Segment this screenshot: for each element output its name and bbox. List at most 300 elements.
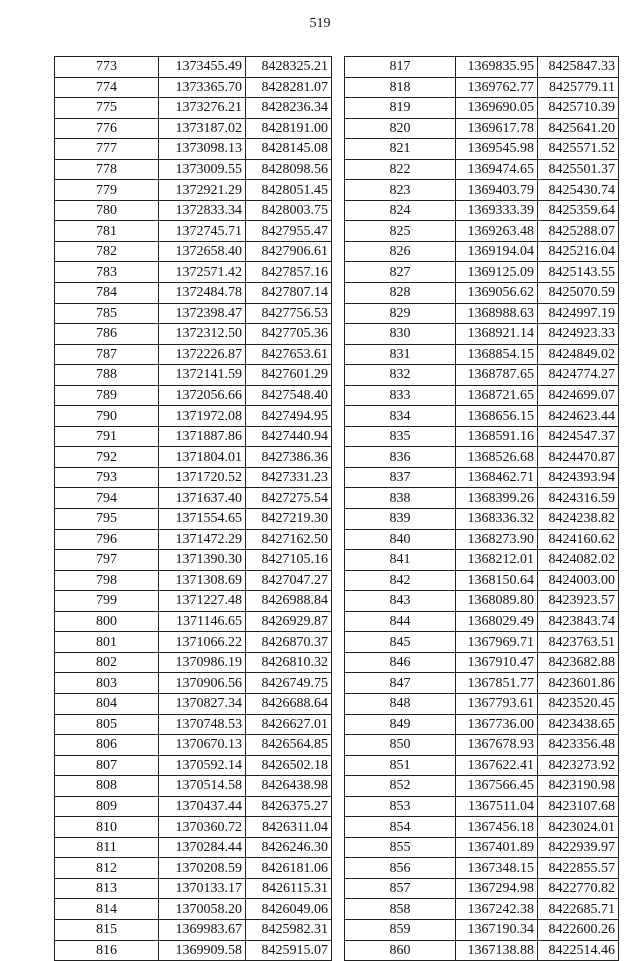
table-row (55, 98, 332, 119)
point-number-cell: 811 (55, 837, 159, 858)
point-number-cell: 802 (55, 652, 159, 673)
point-number-cell: 806 (55, 735, 159, 756)
y-coordinate-cell: 8428281.07 (246, 77, 332, 98)
page-number: 519 (309, 16, 331, 31)
y-coordinate-cell: 8424003.00 (538, 570, 619, 591)
table-row (345, 693, 619, 714)
table-row (55, 467, 332, 488)
y-coordinate-cell: 8428145.08 (246, 139, 332, 160)
x-coordinate-cell: 1368721.65 (456, 385, 538, 406)
point-number-cell: 786 (55, 324, 159, 345)
table-row (55, 837, 332, 858)
table-row (345, 221, 619, 242)
table-row (345, 611, 619, 632)
point-number-cell: 804 (55, 693, 159, 714)
y-coordinate-cell: 8423601.86 (538, 673, 619, 694)
x-coordinate-cell: 1369263.48 (456, 221, 538, 242)
table-row (345, 899, 619, 920)
table-row (345, 550, 619, 571)
x-coordinate-cell: 1368336.32 (456, 509, 538, 530)
x-coordinate-cell: 1371146.65 (159, 611, 246, 632)
x-coordinate-cell: 1372658.40 (159, 241, 246, 262)
y-coordinate-cell: 8423763.51 (538, 632, 619, 653)
table-row (345, 139, 619, 160)
x-coordinate-cell: 1370906.56 (159, 673, 246, 694)
table-row (55, 735, 332, 756)
table-body (345, 57, 619, 961)
x-coordinate-cell: 1367138.88 (456, 940, 538, 961)
point-number-cell: 847 (345, 673, 456, 694)
point-number-cell: 822 (345, 159, 456, 180)
x-coordinate-cell: 1373009.55 (159, 159, 246, 180)
table-row (55, 200, 332, 221)
table-row (345, 241, 619, 262)
point-number-cell: 774 (55, 77, 159, 98)
x-coordinate-cell: 1371972.08 (159, 406, 246, 427)
y-coordinate-cell: 8425359.64 (538, 200, 619, 221)
y-coordinate-cell: 8424316.59 (538, 488, 619, 509)
y-coordinate-cell: 8426311.04 (246, 817, 332, 838)
point-number-cell: 856 (345, 858, 456, 879)
x-coordinate-cell: 1370133.17 (159, 878, 246, 899)
x-coordinate-cell: 1367910.47 (456, 652, 538, 673)
y-coordinate-cell: 8426246.30 (246, 837, 332, 858)
table-row (55, 283, 332, 304)
y-coordinate-cell: 8427807.14 (246, 283, 332, 304)
point-number-cell: 790 (55, 406, 159, 427)
y-coordinate-cell: 8425641.20 (538, 118, 619, 139)
x-coordinate-cell: 1373187.02 (159, 118, 246, 139)
table-row (345, 447, 619, 468)
y-coordinate-cell: 8425501.37 (538, 159, 619, 180)
y-coordinate-cell: 8423520.45 (538, 693, 619, 714)
point-number-cell: 830 (345, 324, 456, 345)
y-coordinate-cell: 8422514.46 (538, 940, 619, 961)
y-coordinate-cell: 8422600.26 (538, 919, 619, 940)
y-coordinate-cell: 8426049.06 (246, 899, 332, 920)
point-number-cell: 831 (345, 344, 456, 365)
x-coordinate-cell: 1368988.63 (456, 303, 538, 324)
y-coordinate-cell: 8423273.92 (538, 755, 619, 776)
y-coordinate-cell: 8428191.00 (246, 118, 332, 139)
x-coordinate-cell: 1373098.13 (159, 139, 246, 160)
table-row (345, 878, 619, 899)
x-coordinate-cell: 1372745.71 (159, 221, 246, 242)
x-coordinate-cell: 1368029.49 (456, 611, 538, 632)
x-coordinate-cell: 1368591.16 (456, 426, 538, 447)
table-row (55, 118, 332, 139)
x-coordinate-cell: 1371472.29 (159, 529, 246, 550)
x-coordinate-cell: 1367401.89 (456, 837, 538, 858)
table-body (55, 57, 332, 961)
y-coordinate-cell: 8423923.57 (538, 591, 619, 612)
x-coordinate-cell: 1372312.50 (159, 324, 246, 345)
y-coordinate-cell: 8426627.01 (246, 714, 332, 735)
table-row (55, 796, 332, 817)
table-row (55, 529, 332, 550)
y-coordinate-cell: 8424997.19 (538, 303, 619, 324)
table-row (55, 611, 332, 632)
table-row (345, 262, 619, 283)
table-row (55, 57, 332, 78)
x-coordinate-cell: 1370208.59 (159, 858, 246, 879)
y-coordinate-cell: 8422770.82 (538, 878, 619, 899)
y-coordinate-cell: 8427601.29 (246, 365, 332, 386)
x-coordinate-cell: 1368399.26 (456, 488, 538, 509)
table-row (55, 509, 332, 530)
y-coordinate-cell: 8428003.75 (246, 200, 332, 221)
point-number-cell: 779 (55, 180, 159, 201)
x-coordinate-cell: 1367511.04 (456, 796, 538, 817)
table-row (55, 303, 332, 324)
table-row (345, 467, 619, 488)
point-number-cell: 796 (55, 529, 159, 550)
table-row (345, 159, 619, 180)
point-number-cell: 785 (55, 303, 159, 324)
y-coordinate-cell: 8426438.98 (246, 776, 332, 797)
x-coordinate-cell: 1371887.86 (159, 426, 246, 447)
table-row (345, 652, 619, 673)
x-coordinate-cell: 1368462.71 (456, 467, 538, 488)
table-row (55, 693, 332, 714)
y-coordinate-cell: 8428098.56 (246, 159, 332, 180)
x-coordinate-cell: 1367678.93 (456, 735, 538, 756)
x-coordinate-cell: 1369690.05 (456, 98, 538, 119)
point-number-cell: 776 (55, 118, 159, 139)
x-coordinate-cell: 1370284.44 (159, 837, 246, 858)
point-number-cell: 850 (345, 735, 456, 756)
y-coordinate-cell: 8427047.27 (246, 570, 332, 591)
point-number-cell: 784 (55, 283, 159, 304)
x-coordinate-cell: 1368656.15 (456, 406, 538, 427)
x-coordinate-cell: 1372484.78 (159, 283, 246, 304)
x-coordinate-cell: 1367242.38 (456, 899, 538, 920)
x-coordinate-cell: 1367294.98 (456, 878, 538, 899)
x-coordinate-cell: 1367566.45 (456, 776, 538, 797)
table-row (345, 509, 619, 530)
point-number-cell: 797 (55, 550, 159, 571)
x-coordinate-cell: 1370748.53 (159, 714, 246, 735)
x-coordinate-cell: 1373365.70 (159, 77, 246, 98)
point-number-cell: 825 (345, 221, 456, 242)
x-coordinate-cell: 1369762.77 (456, 77, 538, 98)
table-row (55, 858, 332, 879)
x-coordinate-cell: 1367851.77 (456, 673, 538, 694)
table-row (55, 447, 332, 468)
x-coordinate-cell: 1372921.29 (159, 180, 246, 201)
y-coordinate-cell: 8426502.18 (246, 755, 332, 776)
y-coordinate-cell: 8427857.16 (246, 262, 332, 283)
x-coordinate-cell: 1370437.44 (159, 796, 246, 817)
x-coordinate-cell: 1369125.09 (456, 262, 538, 283)
point-number-cell: 840 (345, 529, 456, 550)
x-coordinate-cell: 1367190.34 (456, 919, 538, 940)
x-coordinate-cell: 1371554.65 (159, 509, 246, 530)
y-coordinate-cell: 8426115.31 (246, 878, 332, 899)
table-row (345, 796, 619, 817)
y-coordinate-cell: 8423024.01 (538, 817, 619, 838)
x-coordinate-cell: 1370986.19 (159, 652, 246, 673)
table-row (55, 899, 332, 920)
y-coordinate-cell: 8427548.40 (246, 385, 332, 406)
y-coordinate-cell: 8427955.47 (246, 221, 332, 242)
table-row (345, 673, 619, 694)
point-number-cell: 791 (55, 426, 159, 447)
x-coordinate-cell: 1371308.69 (159, 570, 246, 591)
y-coordinate-cell: 8428236.34 (246, 98, 332, 119)
point-number-cell: 789 (55, 385, 159, 406)
x-coordinate-cell: 1372571.42 (159, 262, 246, 283)
table-row (55, 550, 332, 571)
point-number-cell: 778 (55, 159, 159, 180)
point-number-cell: 799 (55, 591, 159, 612)
table-row (345, 365, 619, 386)
y-coordinate-cell: 8423190.98 (538, 776, 619, 797)
table-row (345, 858, 619, 879)
y-coordinate-cell: 8424849.02 (538, 344, 619, 365)
point-number-cell: 817 (345, 57, 456, 78)
y-coordinate-cell: 8426181.06 (246, 858, 332, 879)
point-number-cell: 775 (55, 98, 159, 119)
table-row (55, 488, 332, 509)
x-coordinate-cell: 1372056.66 (159, 385, 246, 406)
point-number-cell: 833 (345, 385, 456, 406)
point-number-cell: 860 (345, 940, 456, 961)
coordinates-table-right (344, 56, 619, 961)
table-row (55, 159, 332, 180)
point-number-cell: 798 (55, 570, 159, 591)
x-coordinate-cell: 1369835.95 (456, 57, 538, 78)
table-row (55, 755, 332, 776)
point-number-cell: 836 (345, 447, 456, 468)
x-coordinate-cell: 1368526.68 (456, 447, 538, 468)
table-row (345, 919, 619, 940)
table-row (345, 529, 619, 550)
table-row (55, 591, 332, 612)
point-number-cell: 788 (55, 365, 159, 386)
x-coordinate-cell: 1367736.00 (456, 714, 538, 735)
x-coordinate-cell: 1369403.79 (456, 180, 538, 201)
y-coordinate-cell: 8424774.27 (538, 365, 619, 386)
y-coordinate-cell: 8422685.71 (538, 899, 619, 920)
y-coordinate-cell: 8424547.37 (538, 426, 619, 447)
table-row (345, 940, 619, 961)
y-coordinate-cell: 8424160.62 (538, 529, 619, 550)
x-coordinate-cell: 1368854.15 (456, 344, 538, 365)
x-coordinate-cell: 1372141.59 (159, 365, 246, 386)
y-coordinate-cell: 8425216.04 (538, 241, 619, 262)
table-row (345, 344, 619, 365)
y-coordinate-cell: 8427105.16 (246, 550, 332, 571)
x-coordinate-cell: 1371804.01 (159, 447, 246, 468)
y-coordinate-cell: 8425143.55 (538, 262, 619, 283)
point-number-cell: 835 (345, 426, 456, 447)
table-row (345, 735, 619, 756)
point-number-cell: 813 (55, 878, 159, 899)
table-row (345, 180, 619, 201)
table-row (345, 385, 619, 406)
y-coordinate-cell: 8426929.87 (246, 611, 332, 632)
y-coordinate-cell: 8426870.37 (246, 632, 332, 653)
table-row (345, 57, 619, 78)
point-number-cell: 805 (55, 714, 159, 735)
point-number-cell: 803 (55, 673, 159, 694)
x-coordinate-cell: 1368921.14 (456, 324, 538, 345)
point-number-cell: 841 (345, 550, 456, 571)
x-coordinate-cell: 1371637.40 (159, 488, 246, 509)
point-number-cell: 818 (345, 77, 456, 98)
table-row (345, 200, 619, 221)
table-row (55, 365, 332, 386)
y-coordinate-cell: 8427705.36 (246, 324, 332, 345)
point-number-cell: 857 (345, 878, 456, 899)
point-number-cell: 828 (345, 283, 456, 304)
table-row (55, 919, 332, 940)
point-number-cell: 842 (345, 570, 456, 591)
y-coordinate-cell: 8425847.33 (538, 57, 619, 78)
y-coordinate-cell: 8428051.45 (246, 180, 332, 201)
y-coordinate-cell: 8426810.32 (246, 652, 332, 673)
y-coordinate-cell: 8425070.59 (538, 283, 619, 304)
point-number-cell: 824 (345, 200, 456, 221)
x-coordinate-cell: 1370670.13 (159, 735, 246, 756)
point-number-cell: 846 (345, 652, 456, 673)
table-row (345, 817, 619, 838)
point-number-cell: 793 (55, 467, 159, 488)
y-coordinate-cell: 8426988.84 (246, 591, 332, 612)
table-row (55, 324, 332, 345)
point-number-cell: 823 (345, 180, 456, 201)
y-coordinate-cell: 8426375.27 (246, 796, 332, 817)
x-coordinate-cell: 1372833.34 (159, 200, 246, 221)
y-coordinate-cell: 8425982.31 (246, 919, 332, 940)
point-number-cell: 783 (55, 262, 159, 283)
table-row (55, 406, 332, 427)
table-row (345, 426, 619, 447)
y-coordinate-cell: 8428325.21 (246, 57, 332, 78)
table-row (55, 139, 332, 160)
y-coordinate-cell: 8424393.94 (538, 467, 619, 488)
point-number-cell: 849 (345, 714, 456, 735)
point-number-cell: 843 (345, 591, 456, 612)
point-number-cell: 855 (345, 837, 456, 858)
y-coordinate-cell: 8425571.52 (538, 139, 619, 160)
point-number-cell: 794 (55, 488, 159, 509)
table-row (345, 570, 619, 591)
x-coordinate-cell: 1370360.72 (159, 817, 246, 838)
y-coordinate-cell: 8427162.50 (246, 529, 332, 550)
table-row (55, 262, 332, 283)
y-coordinate-cell: 8427440.94 (246, 426, 332, 447)
point-number-cell: 782 (55, 241, 159, 262)
point-number-cell: 773 (55, 57, 159, 78)
y-coordinate-cell: 8427331.23 (246, 467, 332, 488)
x-coordinate-cell: 1369194.04 (456, 241, 538, 262)
x-coordinate-cell: 1369056.62 (456, 283, 538, 304)
table-row (55, 652, 332, 673)
table-row (55, 221, 332, 242)
point-number-cell: 821 (345, 139, 456, 160)
x-coordinate-cell: 1372398.47 (159, 303, 246, 324)
point-number-cell: 838 (345, 488, 456, 509)
table-row (345, 324, 619, 345)
table-row (55, 878, 332, 899)
coordinates-table-left (54, 56, 332, 961)
x-coordinate-cell: 1371390.30 (159, 550, 246, 571)
point-number-cell: 834 (345, 406, 456, 427)
point-number-cell: 848 (345, 693, 456, 714)
table-row (345, 837, 619, 858)
point-number-cell: 852 (345, 776, 456, 797)
y-coordinate-cell: 8427494.95 (246, 406, 332, 427)
table-row (345, 488, 619, 509)
x-coordinate-cell: 1368089.80 (456, 591, 538, 612)
x-coordinate-cell: 1370514.58 (159, 776, 246, 797)
y-coordinate-cell: 8423107.68 (538, 796, 619, 817)
x-coordinate-cell: 1369333.39 (456, 200, 538, 221)
table-row (55, 385, 332, 406)
y-coordinate-cell: 8425915.07 (246, 940, 332, 961)
point-number-cell: 844 (345, 611, 456, 632)
y-coordinate-cell: 8427653.61 (246, 344, 332, 365)
y-coordinate-cell: 8424923.33 (538, 324, 619, 345)
y-coordinate-cell: 8427906.61 (246, 241, 332, 262)
point-number-cell: 853 (345, 796, 456, 817)
x-coordinate-cell: 1369474.65 (456, 159, 538, 180)
y-coordinate-cell: 8424470.87 (538, 447, 619, 468)
x-coordinate-cell: 1371066.22 (159, 632, 246, 653)
x-coordinate-cell: 1367622.41 (456, 755, 538, 776)
point-number-cell: 808 (55, 776, 159, 797)
point-number-cell: 820 (345, 118, 456, 139)
x-coordinate-cell: 1372226.87 (159, 344, 246, 365)
point-number-cell: 816 (55, 940, 159, 961)
point-number-cell: 819 (345, 98, 456, 119)
table-row (345, 283, 619, 304)
x-coordinate-cell: 1370592.14 (159, 755, 246, 776)
point-number-cell: 814 (55, 899, 159, 920)
y-coordinate-cell: 8426749.75 (246, 673, 332, 694)
table-row (345, 98, 619, 119)
table-row (55, 426, 332, 447)
point-number-cell: 832 (345, 365, 456, 386)
y-coordinate-cell: 8425779.11 (538, 77, 619, 98)
table-row (55, 817, 332, 838)
x-coordinate-cell: 1367793.61 (456, 693, 538, 714)
x-coordinate-cell: 1368150.64 (456, 570, 538, 591)
table-row (345, 755, 619, 776)
y-coordinate-cell: 8423843.74 (538, 611, 619, 632)
point-number-cell: 826 (345, 241, 456, 262)
table-row (345, 632, 619, 653)
table-row (55, 776, 332, 797)
table-row (55, 344, 332, 365)
x-coordinate-cell: 1369909.58 (159, 940, 246, 961)
point-number-cell: 810 (55, 817, 159, 838)
table-row (55, 241, 332, 262)
y-coordinate-cell: 8427386.36 (246, 447, 332, 468)
point-number-cell: 829 (345, 303, 456, 324)
x-coordinate-cell: 1370827.34 (159, 693, 246, 714)
y-coordinate-cell: 8427756.53 (246, 303, 332, 324)
point-number-cell: 801 (55, 632, 159, 653)
table-row (345, 118, 619, 139)
x-coordinate-cell: 1369545.98 (456, 139, 538, 160)
point-number-cell: 859 (345, 919, 456, 940)
y-coordinate-cell: 8426564.85 (246, 735, 332, 756)
point-number-cell: 854 (345, 817, 456, 838)
point-number-cell: 795 (55, 509, 159, 530)
